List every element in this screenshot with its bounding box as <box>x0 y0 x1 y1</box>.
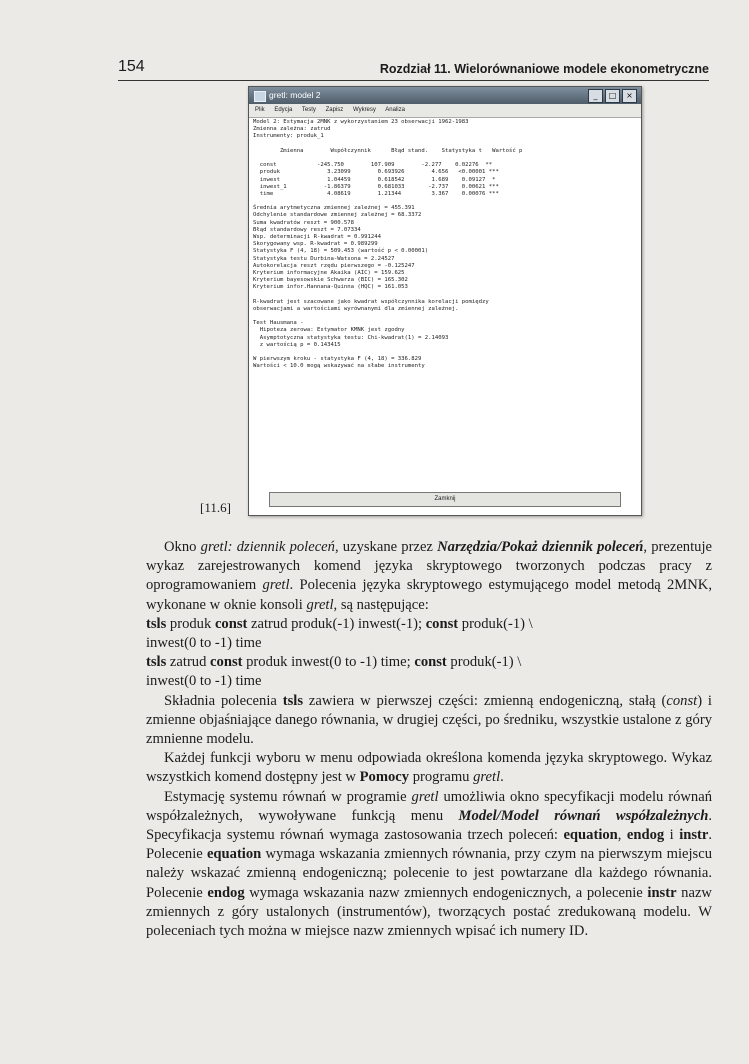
output-line: produk 3.23099 0.693926 4.656 <0.00001 *** <box>253 169 499 176</box>
output-line: inwest_1 -1.86379 0.681033 -2.737 0.00621 *** <box>253 183 499 190</box>
close-button[interactable]: Zamknij <box>269 492 621 507</box>
gretl-model-window <box>248 86 642 516</box>
output-line: inwest 1.04459 0.618542 1.689 0.09127 * <box>253 176 496 183</box>
output-line: Autokorelacja reszt rzędu pierwszego = -0.125247 <box>253 262 415 269</box>
maximize-button[interactable]: □ <box>605 89 620 103</box>
output-line: Zmienna zależna: zatrud <box>253 126 331 133</box>
output-line: Kryterium infor.Hannana-Quinna (HQC) = 161.053 <box>253 284 408 291</box>
page-number: 154 <box>118 58 145 75</box>
window-title: gretl: model 2 <box>269 90 321 100</box>
menu-wykresy[interactable]: Wykresy <box>352 107 376 113</box>
figure-label: [11.6] <box>200 500 231 515</box>
output-line <box>253 292 637 299</box>
output-line: Statystyka testu Durbina-Watsona = 2.24527 <box>253 255 395 262</box>
output-line: const -245.750 107.909 -2.277 0.02276 ** <box>253 162 493 169</box>
minimize-button[interactable]: _ <box>588 89 603 103</box>
paragraph-4: Estymację systemu równań w programie gretl umożliwia okno specyfikacji modelu równań współzależnych, wywoływane funkcją menu Model/Model równań współzależnych. Specyfikacja systemu równań wymaga zastosowania trzech poleceń: equation, endog i instr. Polecenie equation wymaga wskazania zmiennych równania, przy czym na pierwszym miejscu należy wskazać zmienną endogeniczną; polecenie to jest powtarzane dla każdego równania. Polecenie endog wymaga wskazania nazw zmiennych endogenicznych, a polecenie instr nazw zmiennych z góry ustalonych (instrumentów), tworzących postać zredukowaną modelu. W poleceniach tych można w miejsce nazw zmiennych wpisać ich numery ID. <box>146 788 713 940</box>
menu-analiza[interactable]: Analiza <box>385 107 405 113</box>
code-line-2-cont: inwest(0 to -1) time <box>146 673 262 690</box>
output-line: Statystyka F (4, 18) = 509.453 (wartość p < 0.00001) <box>253 248 429 255</box>
output-line: Wsp. determinacji R-kwadrat = 0.991244 <box>253 234 381 240</box>
output-line <box>253 141 637 148</box>
output-line: Skorygowany wsp. R-kwadrat = 0.989299 <box>253 241 378 248</box>
header-rule <box>118 80 709 81</box>
output-line: Kryterium informacyjne Akaika (AIC) = 159.625 <box>253 269 405 276</box>
output-line: W pierwszym kroku - statystyka F (4, 18) = 336.829 <box>253 356 422 363</box>
menu-zapisz[interactable]: Zapisz <box>325 107 344 113</box>
output-line: time 4.08619 1.21344 3.367 0.00076 *** <box>253 190 499 197</box>
output-line <box>253 349 637 356</box>
output-line: Zmienna Współczynnik Błąd stand. Statystyka t Wartość p <box>253 147 523 154</box>
menu-testy[interactable]: Testy <box>301 107 316 113</box>
output-line: Wartości < 10.0 mogą wskazywać na słabe instrumenty <box>253 363 425 370</box>
output-line: obserwacjami a wartościami wyrównanymi dla zmiennej zależnej. <box>253 305 459 312</box>
output-line: Model 2: Estymacja 2MNK z wykorzystaniem 23 obserwacji 1962-1983 <box>253 119 469 125</box>
paragraph-2: Składnia polecenia tsls zawiera w pierwszej części: zmienną endogeniczną, stałą (const) i zmienne objaśniające danego równania, w drugiej części, po średniku, wszystkie ustalone z góry zmnienne modelu. <box>146 692 712 748</box>
app-icon <box>254 91 266 102</box>
output-line <box>253 313 637 320</box>
paragraph-3: Każdej funkcji wyboru w menu odpowiada określona komenda języka skryptowego. Wykaz wszystkich komend dostępny jest w Pomocy programu gretl. <box>146 750 712 786</box>
menu-plik[interactable]: Plik <box>255 107 265 113</box>
close-window-button[interactable]: × <box>622 89 637 103</box>
window-titlebar[interactable] <box>249 87 641 104</box>
code-line-1-cont: inwest(0 to -1) time <box>146 635 262 652</box>
output-line: Instrumenty: produk_1 <box>253 133 324 140</box>
output-line: Suma kwadratów reszt = 900.578 <box>253 219 355 226</box>
paragraph-1: Okno gretl: dziennik poleceń, uzyskane przez Narzędzia/Pokaż dziennik poleceń, prezentuje wykaz zarejestrowanych komend języka skryptowego tworzonych podczas pracy z oprogramowaniem gretl. Polecenia języka skryptowego estymującego model metodą 2MNK, wykonane w oknie konsoli gretl, są następujące: <box>146 539 712 613</box>
output-line: Hipoteza zerowa: Estymator KMNK jest zgodny <box>253 327 405 334</box>
menu-edycja[interactable]: Edycja <box>274 107 293 113</box>
output-line: Asymptotyczna statystyka testu: Chi-kwadrat(1) = 2.14093 <box>253 334 449 341</box>
menu-bar <box>249 104 641 118</box>
output-line: Odchylenie standardowe zmiennej zależnej = 68.3372 <box>253 212 422 219</box>
body-text <box>146 538 712 941</box>
output-line: Kryterium bayesowskie Schwarza (BIC) = 165.302 <box>253 277 408 284</box>
running-head: Rozdział 11. Wielorównaniowe modele ekonometryczne <box>379 62 709 76</box>
output-line: R-kwadrat jest szacowane jako kwadrat współczynnika korelacji pomiędzy <box>253 298 489 305</box>
output-line: Błąd standardowy reszt = 7.07334 <box>253 226 361 233</box>
output-line: z wartością p = 0.143415 <box>253 341 341 348</box>
output-line: Test Hausmana - <box>253 320 304 327</box>
code-line-2: tsls zatrud const produk inwest(0 to -1) time; const produk(-1) \ <box>146 654 522 671</box>
output-line: Średnia arytmetyczna zmiennej zależnej = 455.391 <box>253 205 415 212</box>
model-output-text[interactable] <box>253 119 637 484</box>
output-line <box>253 155 637 162</box>
code-line-1: tsls produk const zatrud produk(-1) inwest(-1); const produk(-1) \ <box>146 615 533 632</box>
